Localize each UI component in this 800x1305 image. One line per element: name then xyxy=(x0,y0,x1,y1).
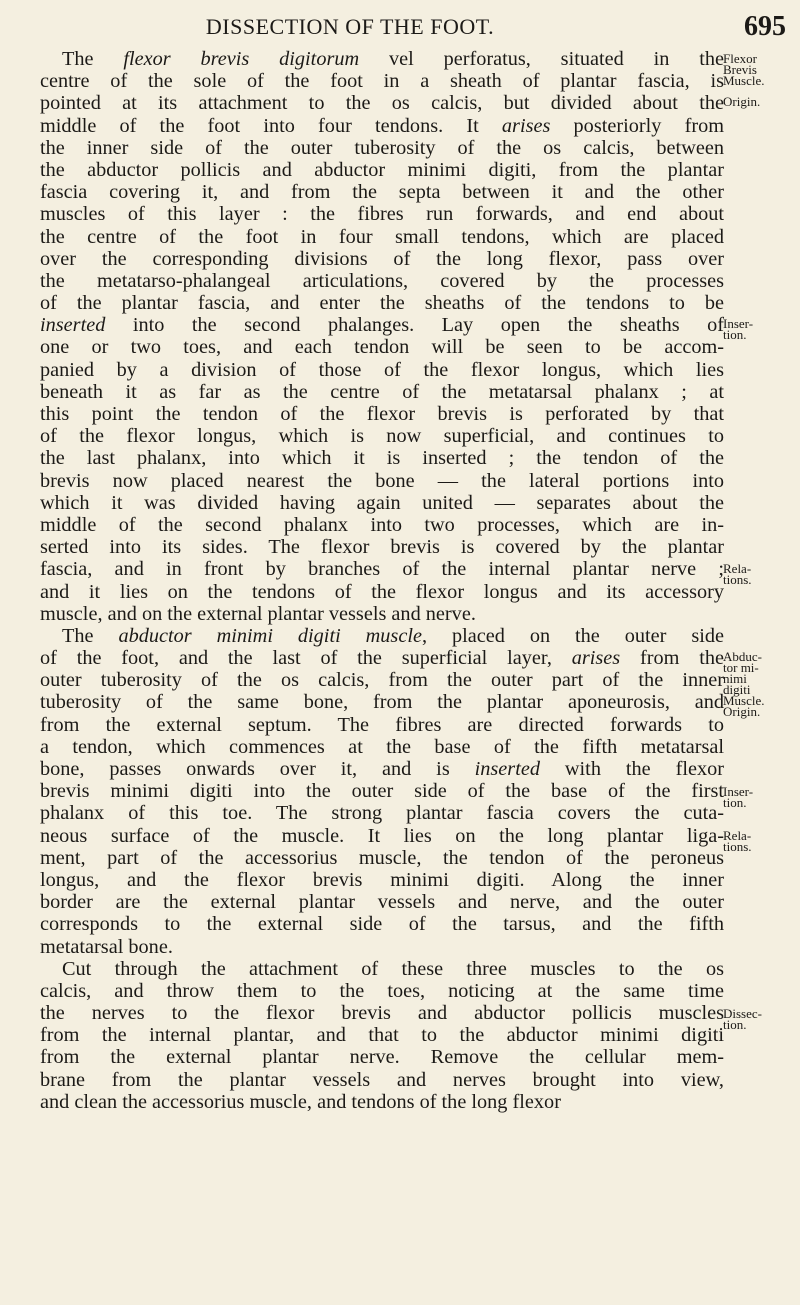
text-line xyxy=(40,869,724,891)
text-run: of the flexor longus, which is now superficial, and continues to xyxy=(40,425,724,448)
text-run: the metatarso-phalangeal articulations, covered by the processes xyxy=(40,269,724,292)
text-line xyxy=(40,647,724,669)
text-line xyxy=(40,270,724,292)
text-run: from the xyxy=(620,647,724,670)
text-run: which it was divided having again united — separates about the xyxy=(40,491,724,514)
margin-note-line: Origin. xyxy=(723,704,761,719)
text-line xyxy=(40,92,724,114)
text-run: phalanx of this toe. The strong plantar fascia covers the cuta- xyxy=(40,802,724,825)
text-run: fascia, and in front by branches of the internal plantar nerve ; xyxy=(40,558,724,581)
text-line xyxy=(40,181,724,203)
text-line xyxy=(40,48,724,70)
text-run: outer tuberosity of the os calcis, from the outer part of the inner xyxy=(40,669,724,692)
text-run: centre of the sole of the foot in a sheath of plantar fascia, is xyxy=(40,70,724,93)
text-line xyxy=(40,470,724,492)
page-number: 695 xyxy=(744,11,786,42)
text-run: middle of the foot into four tendons. It xyxy=(40,114,502,137)
text-run: from the internal plantar, and that to the abductor minimi digiti xyxy=(40,1024,724,1047)
text-line xyxy=(40,292,724,314)
text-line xyxy=(40,159,724,181)
text-line xyxy=(40,425,724,447)
text-run: with the flexor xyxy=(539,758,724,780)
text-line xyxy=(40,1024,724,1046)
text-line xyxy=(40,536,724,558)
margin-note-line: tions. xyxy=(723,839,752,854)
italic-term: abductor minimi digiti muscle xyxy=(118,624,422,647)
text-run: from the external plantar nerve. Remove the cellular mem- xyxy=(40,1046,724,1069)
text-run: bone, passes onwards over it, and is xyxy=(40,758,475,780)
text-run: The xyxy=(62,624,119,647)
text-line xyxy=(40,381,724,403)
text-run: , placed on the outer side xyxy=(421,624,725,647)
text-line xyxy=(40,359,724,381)
italic-term: flexor brevis digitorum xyxy=(123,48,360,70)
body-text xyxy=(40,48,724,1113)
margin-note-relations xyxy=(723,830,798,852)
text-line xyxy=(40,847,724,869)
text-line xyxy=(40,825,724,847)
margin-note-line: Inser- xyxy=(723,316,754,331)
running-title: DISSECTION OF THE FOOT. xyxy=(205,14,495,39)
margin-note-line: tion. xyxy=(723,327,747,342)
text-line xyxy=(40,336,724,358)
text-run: Cut through the attachment of these three muscles to the os xyxy=(62,957,724,980)
margin-note-relations xyxy=(723,563,798,585)
text-line xyxy=(40,625,724,647)
text-line xyxy=(40,492,724,514)
margin-note-line: tion. xyxy=(723,795,747,810)
text-line xyxy=(40,691,724,713)
text-run: muscle, and on the external plantar vessels and nerve. xyxy=(40,602,476,625)
text-line xyxy=(40,758,724,780)
text-line xyxy=(40,714,724,736)
margin-note-abductor-minimi-digiti-muscle xyxy=(723,651,798,717)
text-run: from the external septum. The fibres are directed forwards to xyxy=(40,713,724,736)
text-run: panied by a division of those of the flexor longus, which lies xyxy=(40,358,724,381)
text-run: The xyxy=(62,48,124,70)
italic-term: arises xyxy=(571,647,621,670)
text-line xyxy=(40,248,724,270)
text-line xyxy=(40,780,724,802)
italic-term: inserted xyxy=(40,314,106,337)
margin-note-line: nimi xyxy=(723,671,747,686)
margin-note-line: Inser- xyxy=(723,784,754,799)
text-run: brevis now placed nearest the bone — the lateral portions into xyxy=(40,469,724,492)
text-run: ment, part of the accessorius muscle, the tendon of the peroneus xyxy=(40,846,724,869)
text-run: middle of the second phalanx into two processes, which are in- xyxy=(40,513,724,536)
text-run: one or two toes, and each tendon will be seen to be accom- xyxy=(40,336,724,359)
text-line xyxy=(40,514,724,536)
text-line xyxy=(40,558,724,580)
text-run: posteriorly from xyxy=(550,114,725,137)
text-line xyxy=(40,913,724,935)
text-run: the inner side of the outer tuberosity of the os calcis, between xyxy=(40,136,724,159)
text-run: into the second phalanges. Lay open the sheaths of xyxy=(105,314,724,337)
text-run: the abductor pollicis and abductor minimi digiti, from the plantar xyxy=(40,158,724,181)
text-line xyxy=(40,447,724,469)
text-run: over the corresponding divisions of the long flexor, pass over xyxy=(40,247,724,270)
text-line xyxy=(40,137,724,159)
margin-note-dissection xyxy=(723,1008,798,1030)
margin-note-line: Flexor xyxy=(723,51,757,66)
text-line xyxy=(40,403,724,425)
text-run: brane from the plantar vessels and nerves brought into view, xyxy=(40,1068,724,1091)
margin-note-line: Rela- xyxy=(723,828,752,843)
text-run: longus, and the flexor brevis minimi digiti. Along the inner xyxy=(40,868,724,891)
margin-note-origin xyxy=(723,96,798,107)
text-line xyxy=(40,736,724,758)
margin-note-line: Muscle. xyxy=(723,693,765,708)
text-line xyxy=(40,936,724,958)
text-run: pointed at its attachment to the os calcis, but divided about the xyxy=(40,92,724,115)
text-line xyxy=(40,1046,724,1068)
text-line xyxy=(40,1091,724,1113)
text-run: muscles of this layer : the fibres run forwards, and end about xyxy=(40,203,724,226)
text-run: a tendon, which commences at the base of the fifth metatarsal xyxy=(40,735,724,758)
text-run: the nerves to the flexor brevis and abductor pollicis muscles xyxy=(40,1002,724,1025)
margin-note-line: Muscle. xyxy=(723,73,765,88)
margin-note-line: Abduc- xyxy=(723,649,762,664)
italic-term: arises xyxy=(501,114,551,137)
margin-note-line: tions. xyxy=(723,572,752,587)
text-line xyxy=(40,891,724,913)
text-run: the last phalanx, into which it is inserted ; the tendon of the xyxy=(40,447,724,470)
text-run: vel perforatus, situated in the xyxy=(359,48,724,70)
text-line xyxy=(40,669,724,691)
text-run: and clean the accessorius muscle, and tendons of the long flexor xyxy=(40,1090,561,1113)
text-line xyxy=(40,1002,724,1024)
text-line xyxy=(40,70,724,92)
text-line xyxy=(40,958,724,980)
margin-note-line: Dissec- xyxy=(723,1006,762,1021)
text-line xyxy=(40,314,724,336)
margin-note-line: tor mi- xyxy=(723,660,759,675)
margin-note-line: tion. xyxy=(723,1017,747,1032)
text-run: neous surface of the muscle. It lies on the long plantar liga- xyxy=(40,824,724,847)
margin-note-line: Origin. xyxy=(723,94,761,109)
text-run: and it lies on the tendons of the flexor longus and its accessory xyxy=(40,580,724,603)
running-header xyxy=(0,11,800,42)
text-run: corresponds to the external side of the tarsus, and the fifth xyxy=(40,913,724,936)
text-run: calcis, and throw them to the toes, noticing at the same time xyxy=(40,979,724,1002)
text-run: of the foot, and the last of the superficial layer, xyxy=(40,647,572,670)
italic-term: inserted xyxy=(474,758,540,780)
text-line xyxy=(40,581,724,603)
text-line xyxy=(40,203,724,225)
text-line xyxy=(40,802,724,824)
text-line xyxy=(40,115,724,137)
margin-note-insertion xyxy=(723,318,798,340)
text-run: brevis minimi digiti into the outer side of the base of the first xyxy=(40,780,724,803)
margin-note-line: Brevis xyxy=(723,62,757,77)
text-run: metatarsal bone. xyxy=(40,935,173,958)
text-line xyxy=(40,603,724,625)
text-run: serted into its sides. The flexor brevis is covered by the plantar xyxy=(40,536,724,559)
text-line xyxy=(40,1069,724,1091)
text-run: this point the tendon of the flexor brevis is perforated by that xyxy=(40,403,724,425)
text-run: of the plantar fascia, and enter the sheaths of the tendons to be xyxy=(40,292,724,315)
margin-note-flexor-brevis-muscle xyxy=(723,53,798,86)
text-run: border are the external plantar vessels and nerve, and the outer xyxy=(40,891,724,914)
margin-note-line: Rela- xyxy=(723,561,752,576)
text-line xyxy=(40,226,724,248)
margin-note-line: digiti xyxy=(723,682,751,697)
text-line xyxy=(40,980,724,1002)
text-run: the centre of the foot in four small tendons, which are placed xyxy=(40,225,724,248)
text-run: beneath it as far as the centre of the metatarsal phalanx ; at xyxy=(40,380,724,403)
text-run: tuberosity of the same bone, from the plantar aponeurosis, and xyxy=(40,691,724,714)
margin-note-insertion xyxy=(723,786,798,808)
text-run: fascia covering it, and from the septa between it and the other xyxy=(40,181,724,204)
